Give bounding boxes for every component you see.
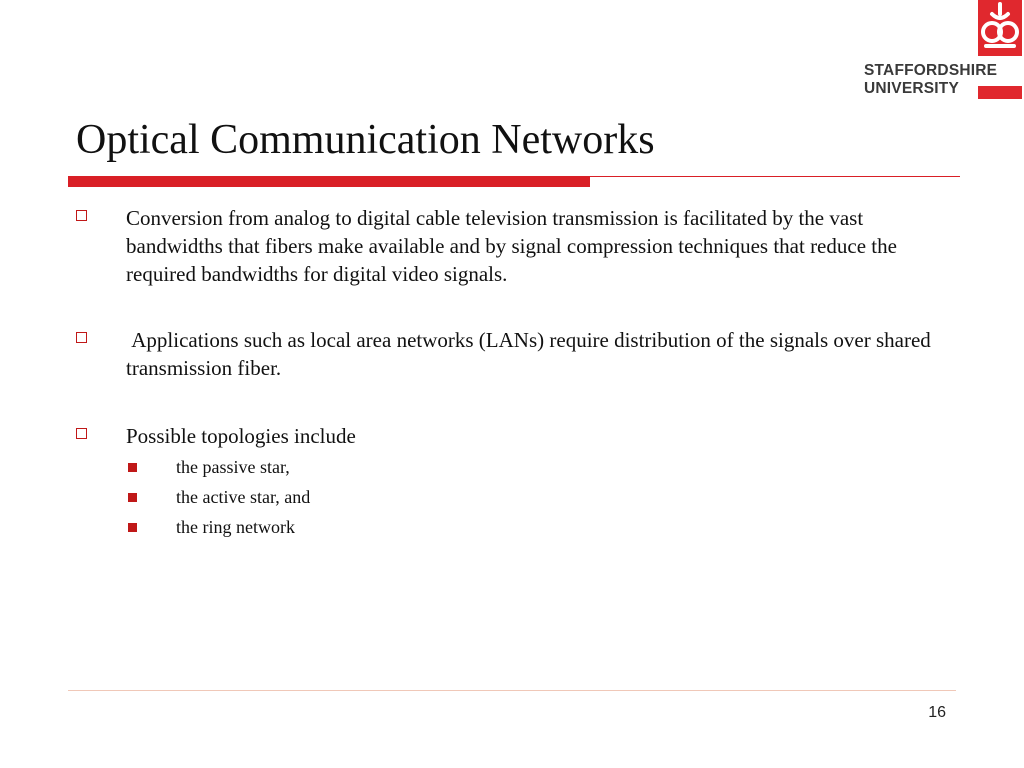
title-underline-thick	[68, 176, 590, 187]
logo-line-1: STAFFORDSHIRE	[864, 62, 998, 79]
solid-square-bullet-icon	[128, 493, 137, 502]
solid-square-bullet-icon	[128, 523, 137, 532]
page-number: 16	[928, 704, 946, 721]
footer-divider	[68, 690, 956, 691]
bullet-text: Applications such as local area networks (LANs) require distribution of the signals over shared transmission fiber.	[126, 328, 937, 380]
title-underline-thin	[590, 176, 960, 177]
logo-line-2: UNIVERSITY	[864, 80, 960, 97]
staffordshire-knot-icon	[978, 0, 1022, 56]
logo-bar	[978, 86, 1022, 99]
sub-bullet-text: the active star, and	[176, 487, 311, 507]
university-logo	[864, 0, 1024, 104]
bullet-text: Conversion from analog to digital cable television transmission is facilitated by the vast bandwidths that fibers make available and by signal compression techniques that reduce the required bandwidths for digital video signals.	[126, 206, 897, 286]
slide-title: Optical Communication Networks	[76, 117, 655, 163]
sub-bullet-text: the passive star,	[176, 457, 290, 477]
bullet-text: Possible topologies include	[126, 424, 356, 448]
hollow-square-bullet-icon	[76, 428, 87, 439]
hollow-square-bullet-icon	[76, 210, 87, 221]
sub-bullet-text: the ring network	[176, 517, 295, 537]
hollow-square-bullet-icon	[76, 332, 87, 343]
solid-square-bullet-icon	[128, 463, 137, 472]
